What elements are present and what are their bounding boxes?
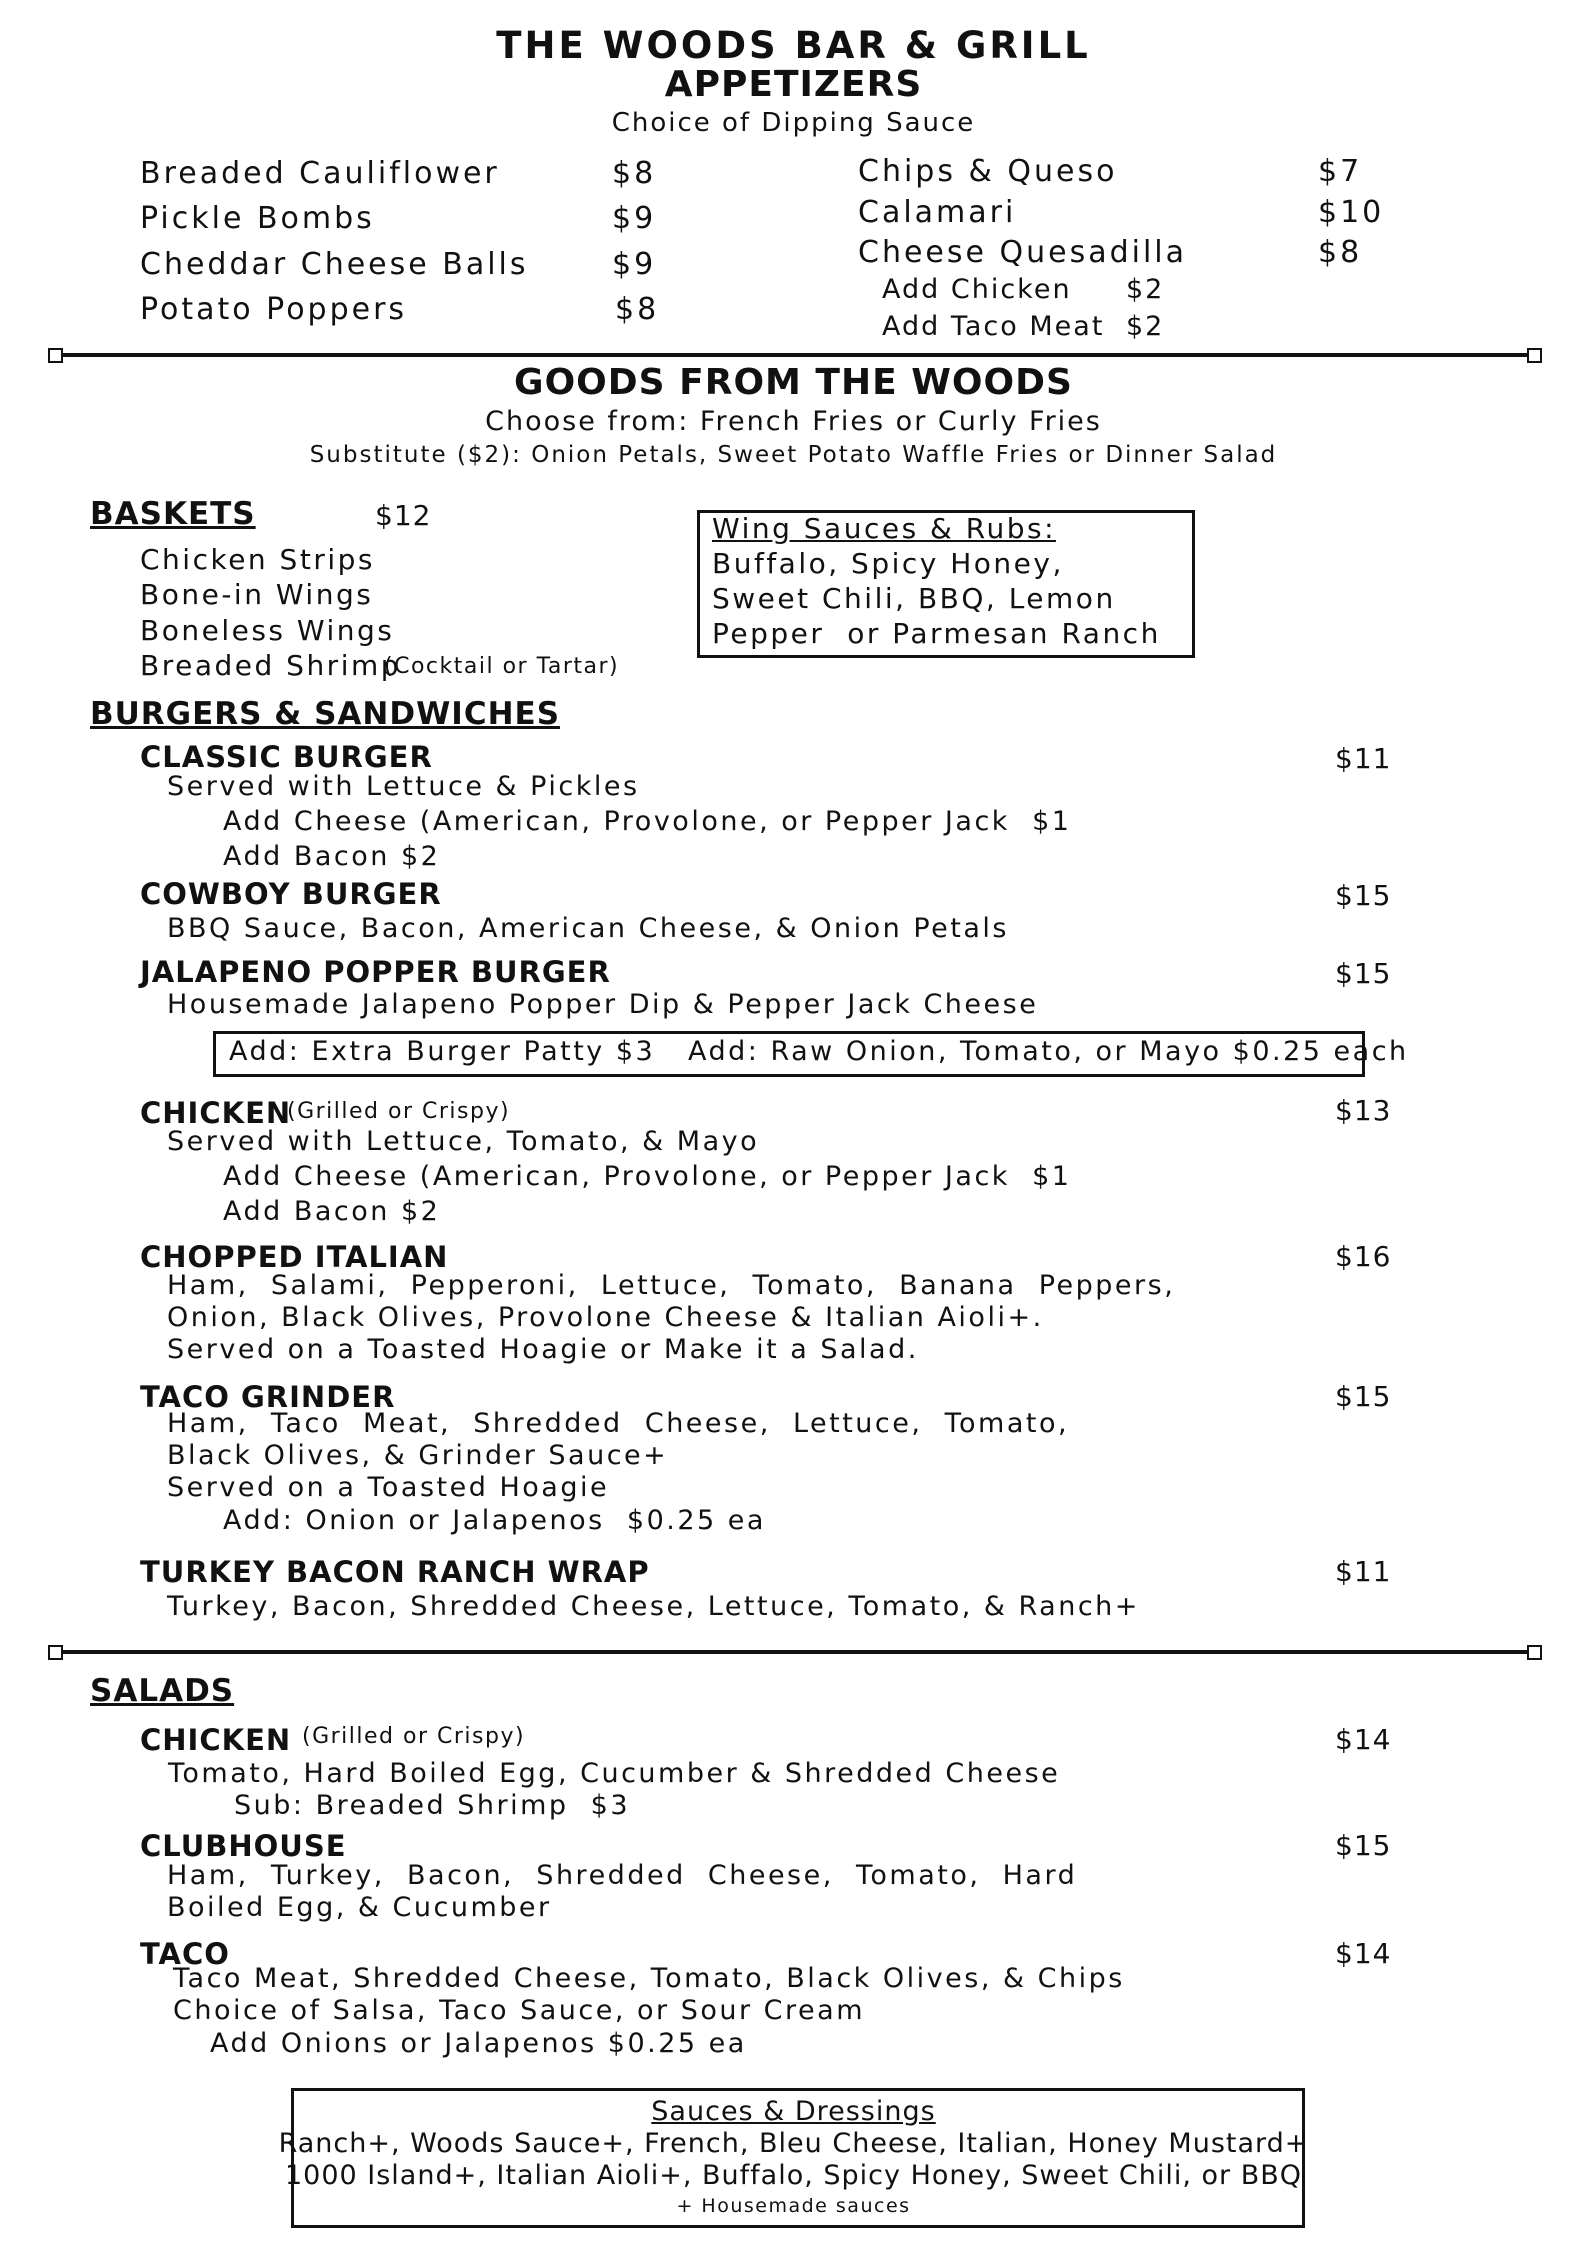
burgers-heading: BURGERS & SANDWICHES	[90, 696, 561, 732]
menu-item-price: $16	[1335, 1240, 1392, 1273]
dipping-sauce-note: Choice of Dipping Sauce	[611, 108, 976, 138]
side-choice-note: Choose from: French Fries or Curly Fries	[485, 406, 1102, 437]
menu-item-desc: Served with Lettuce & Pickles	[167, 771, 640, 802]
appetizer-name: Cheddar Cheese Balls	[140, 247, 529, 282]
shrimp-sauce-note: (Cocktail or Tartar)	[384, 654, 620, 679]
addon-name: Add Taco Meat	[882, 311, 1105, 342]
appetizer-name: Chips & Queso	[858, 154, 1118, 189]
section-divider	[56, 353, 1530, 357]
menu-item-desc: Onion, Black Olives, Provolone Cheese & Italian Aioli+.	[167, 1302, 1044, 1333]
appetizer-name: Pickle Bombs	[140, 201, 375, 236]
appetizer-price: $8	[612, 156, 657, 191]
menu-item-price: $11	[1335, 742, 1392, 775]
menu-item-name: TACO	[140, 1937, 230, 1971]
menu-item-desc: BBQ Sauce, Bacon, American Cheese, & Onion Petals	[167, 913, 1009, 944]
menu-item-name: CLASSIC BURGER	[140, 740, 433, 774]
menu-item-desc: Housemade Jalapeno Popper Dip & Pepper Jack Cheese	[167, 989, 1039, 1020]
dressings-line: 1000 Island+, Italian Aioli+, Buffalo, Spicy Honey, Sweet Chili, or BBQ	[284, 2160, 1303, 2191]
menu-item-desc: Served on a Toasted Hoagie or Make it a Salad.	[167, 1334, 919, 1365]
appetizer-price: $8	[615, 292, 660, 327]
menu-item-price: $15	[1335, 1380, 1392, 1413]
menu-item-name: CHOPPED ITALIAN	[140, 1240, 449, 1274]
menu-item-name: TACO GRINDER	[140, 1380, 396, 1414]
divider-end-cap	[48, 1645, 63, 1660]
substitute-note: Substitute ($2): Onion Petals, Sweet Potato Waffle Fries or Dinner Salad	[309, 442, 1278, 468]
basket-item: Boneless Wings	[140, 614, 395, 647]
section-divider	[56, 1650, 1530, 1654]
menu-item-desc: Turkey, Bacon, Shredded Cheese, Lettuce, Tomato, & Ranch+	[167, 1591, 1140, 1622]
appetizer-name: Cheese Quesadilla	[858, 235, 1188, 270]
wing-sauces-title: Wing Sauces & Rubs:	[712, 512, 1057, 545]
menu-item-desc: Taco Meat, Shredded Cheese, Tomato, Black Olives, & Chips	[173, 1963, 1125, 1994]
menu-item-addon: Add Bacon $2	[223, 1196, 441, 1227]
menu-item-price: $15	[1335, 879, 1392, 912]
addon-patty: Add: Extra Burger Patty $3	[229, 1036, 656, 1067]
menu-item-desc: Boiled Egg, & Cucumber	[167, 1892, 552, 1923]
basket-item: Breaded Shrimp	[140, 649, 402, 682]
appetizer-name: Potato Poppers	[140, 292, 408, 327]
menu-item-name: CHICKEN	[140, 1723, 292, 1757]
divider-end-cap	[1527, 348, 1542, 363]
menu-item-name: TURKEY BACON RANCH WRAP	[140, 1555, 650, 1589]
basket-item: Chicken Strips	[140, 543, 375, 576]
dressings-line: Ranch+, Woods Sauce+, French, Bleu Cheese, Italian, Honey Mustard+	[278, 2128, 1309, 2159]
menu-item-price: $15	[1335, 1829, 1392, 1862]
wing-sauce-line: Pepper or Parmesan Ranch	[712, 617, 1161, 650]
menu-item-addon: Add Cheese (American, Provolone, or Pepper Jack $1	[223, 1161, 1072, 1192]
menu-item-addon: Add Cheese (American, Provolone, or Pepper Jack $1	[223, 806, 1072, 837]
wing-sauce-line: Sweet Chili, BBQ, Lemon	[712, 582, 1116, 615]
divider-end-cap	[48, 348, 63, 363]
menu-item-name: CHICKEN	[140, 1096, 292, 1130]
menu-item-addon: Sub: Breaded Shrimp $3	[234, 1790, 631, 1821]
menu-item-desc: Served on a Toasted Hoagie	[167, 1472, 610, 1503]
menu-item-name: COWBOY BURGER	[140, 877, 442, 911]
salads-heading: SALADS	[90, 1673, 235, 1709]
restaurant-name: THE WOODS BAR & GRILL	[496, 24, 1091, 67]
menu-item-price: $13	[1335, 1094, 1392, 1127]
appetizer-name: Calamari	[858, 195, 1017, 230]
addon-name: Add Chicken	[882, 274, 1072, 305]
addon-price: $2	[1126, 274, 1165, 305]
baskets-price: $12	[375, 499, 432, 532]
addon-price: $2	[1126, 311, 1165, 342]
wing-sauce-line: Buffalo, Spicy Honey,	[712, 547, 1064, 580]
menu-item-price: $14	[1335, 1937, 1392, 1970]
menu-item-addon: Add Onions or Jalapenos $0.25 ea	[210, 2028, 747, 2059]
menu-item-price: $11	[1335, 1555, 1392, 1588]
housemade-footnote: + Housemade sauces	[676, 2195, 911, 2217]
addon-toppings: Add: Raw Onion, Tomato, or Mayo $0.25 each	[688, 1036, 1409, 1067]
dressings-title: Sauces & Dressings	[651, 2096, 936, 2127]
basket-item: Bone-in Wings	[140, 578, 374, 611]
menu-item-price: $15	[1335, 957, 1392, 990]
appetizer-price: $9	[612, 247, 657, 282]
menu-item-addon: Add: Onion or Jalapenos $0.25 ea	[223, 1505, 766, 1536]
appetizer-price: $9	[612, 201, 657, 236]
goods-heading: GOODS FROM THE WOODS	[514, 362, 1073, 403]
menu-item-price: $14	[1335, 1723, 1392, 1756]
menu-item-name: CLUBHOUSE	[140, 1829, 347, 1863]
appetizers-heading: APPETIZERS	[664, 64, 923, 105]
divider-end-cap	[1527, 1645, 1542, 1660]
menu-item-desc: Ham, Turkey, Bacon, Shredded Cheese, Tomato, Hard	[167, 1860, 1078, 1891]
menu-item-addon: Add Bacon $2	[223, 841, 441, 872]
appetizer-price: $8	[1318, 235, 1363, 270]
appetizer-name: Breaded Cauliflower	[140, 156, 500, 191]
appetizer-price: $7	[1318, 154, 1363, 189]
menu-item-desc: Ham, Taco Meat, Shredded Cheese, Lettuce, Tomato,	[167, 1408, 1070, 1439]
menu-item-desc: Black Olives, & Grinder Sauce+	[167, 1440, 669, 1471]
menu-item-desc: Ham, Salami, Pepperoni, Lettuce, Tomato, Banana Peppers,	[167, 1270, 1176, 1301]
menu-item-desc: Choice of Salsa, Taco Sauce, or Sour Cream	[173, 1995, 865, 2026]
menu-item-desc: Tomato, Hard Boiled Egg, Cucumber & Shredded Cheese	[168, 1758, 1061, 1789]
menu-item-note: (Grilled or Crispy)	[302, 1724, 526, 1749]
baskets-heading: BASKETS	[90, 496, 256, 532]
appetizer-price: $10	[1318, 195, 1385, 230]
menu-item-note: (Grilled or Crispy)	[287, 1099, 511, 1124]
menu-item-name: JALAPENO POPPER BURGER	[140, 955, 611, 989]
menu-item-desc: Served with Lettuce, Tomato, & Mayo	[167, 1126, 760, 1157]
